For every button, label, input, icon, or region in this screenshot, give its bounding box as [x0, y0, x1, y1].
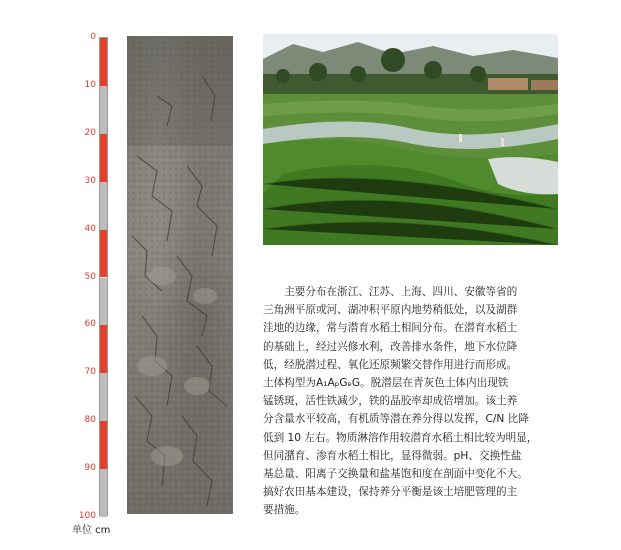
depth-tick-label: 100 — [78, 511, 96, 521]
depth-tick-label: 50 — [84, 271, 96, 282]
ruler-segment — [100, 421, 107, 469]
depth-tick-label: 30 — [84, 175, 96, 186]
ruler-segment — [100, 134, 107, 182]
description-line: 的基础上，经过兴修水利，改善排水条件，地下水位降 — [263, 340, 518, 353]
description-line: 土体构型为A₁AₚGₑG。脱潜层在青灰色土体内出现铁 — [263, 377, 509, 390]
ruler-segment — [100, 469, 107, 517]
depth-tick-label: 80 — [84, 415, 96, 426]
description-line: 但同潴育、渗育水稻土相比，显得微弱。pH、交换性盐 — [263, 449, 522, 462]
ruler-segment — [100, 373, 107, 421]
description-line: 低，经脱潜过程、氧化还原频繁交替作用进行而形成。 — [263, 358, 518, 371]
description-line: 主要分布在浙江、江苏、上海、四川、安徽等省的 — [284, 286, 518, 298]
depth-tick-label: 70 — [84, 367, 96, 378]
ruler-segment — [100, 278, 107, 326]
depth-tick-label: 60 — [84, 319, 96, 330]
description-line: 搞好农田基本建设，保持养分平衡是该土培肥管理的主 — [263, 486, 518, 499]
soil-profile-image — [127, 36, 233, 514]
paddy-soil-description — [263, 283, 559, 520]
description-line: 分含量水平较高，有机质等潜在养分得以发挥，C/N 比降 — [263, 413, 529, 426]
description-line: 基总量、阳离子交换量和盐基饱和度在剖面中变化不大。 — [263, 468, 528, 481]
depth-tick-label: 20 — [84, 127, 96, 138]
ruler-segment — [100, 38, 107, 86]
depth-scale-bar — [99, 37, 108, 516]
ruler-segment — [100, 325, 107, 373]
description-line: 洼地的边缘，常与潜育水稻土相间分布。在潜育水稻土 — [263, 322, 518, 335]
depth-unit-label: 单位 cm — [72, 525, 111, 536]
description-line: 三角洲平原或河、湖冲积平原内地势稍低处，以及湖群 — [263, 304, 518, 317]
depth-tick-label: 40 — [84, 223, 96, 234]
depth-tick-label: 90 — [84, 463, 96, 474]
ruler-segment — [100, 182, 107, 230]
description-line: 低到 10 左右。物质淋溶作用较潜育水稻土相比较为明显， — [263, 431, 538, 444]
depth-tick-label: 0 — [90, 32, 96, 42]
paddy-field-photo — [263, 34, 558, 245]
description-line: 锰锈斑，活性铁减少，铁的晶胶率却成倍增加。该土养 — [263, 395, 518, 408]
ruler-segment — [100, 230, 107, 278]
ruler-segment — [100, 86, 107, 134]
description-line: 要措施。 — [263, 504, 306, 517]
depth-ruler — [78, 30, 118, 520]
depth-tick-label: 10 — [84, 79, 96, 90]
